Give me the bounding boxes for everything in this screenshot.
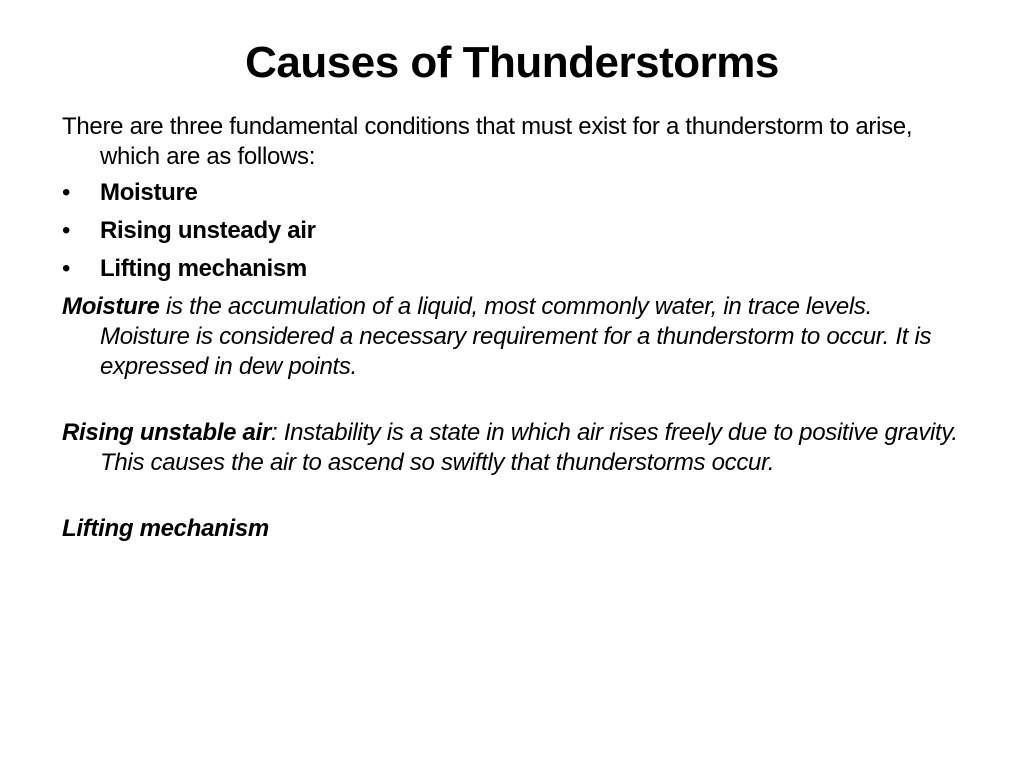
moisture-definition [62,292,962,382]
bullet-icon: • [62,179,71,206]
slide-title: Causes of Thunderstorms [245,38,779,87]
conditions-list [62,178,962,284]
definition-term: Rising unstable air [62,419,272,446]
intro-paragraph: There are three fundamental conditions that must exist for a thunderstorm to arise, which are as follows: [62,113,913,170]
definition-text: is the accumulation of a liquid, most commonly water, in trace levels. Moisture is considered a necessary requirement for a thunderstorm to occur. It is expressed in dew points. [100,293,932,380]
list-item-label: Lifting mechanism [100,255,307,282]
list-item-label: Moisture [100,179,198,206]
definition-term: Lifting mechanism [62,515,269,542]
rising-air-definition [62,418,962,478]
list-item-label: Rising unsteady air [100,217,316,244]
lifting-mechanism-definition [62,514,962,544]
definition-text: : Instability is a state in which air rises freely due to positive gravity. This causes the air to ascend so swiftly that thunderstorms occur. [100,419,958,476]
bullet-icon: • [62,255,71,282]
list-item [62,254,962,284]
bullet-icon: • [62,217,71,244]
list-item [62,216,962,246]
definition-term: Moisture [62,293,160,320]
slide-body [62,112,962,550]
list-item [62,178,962,208]
